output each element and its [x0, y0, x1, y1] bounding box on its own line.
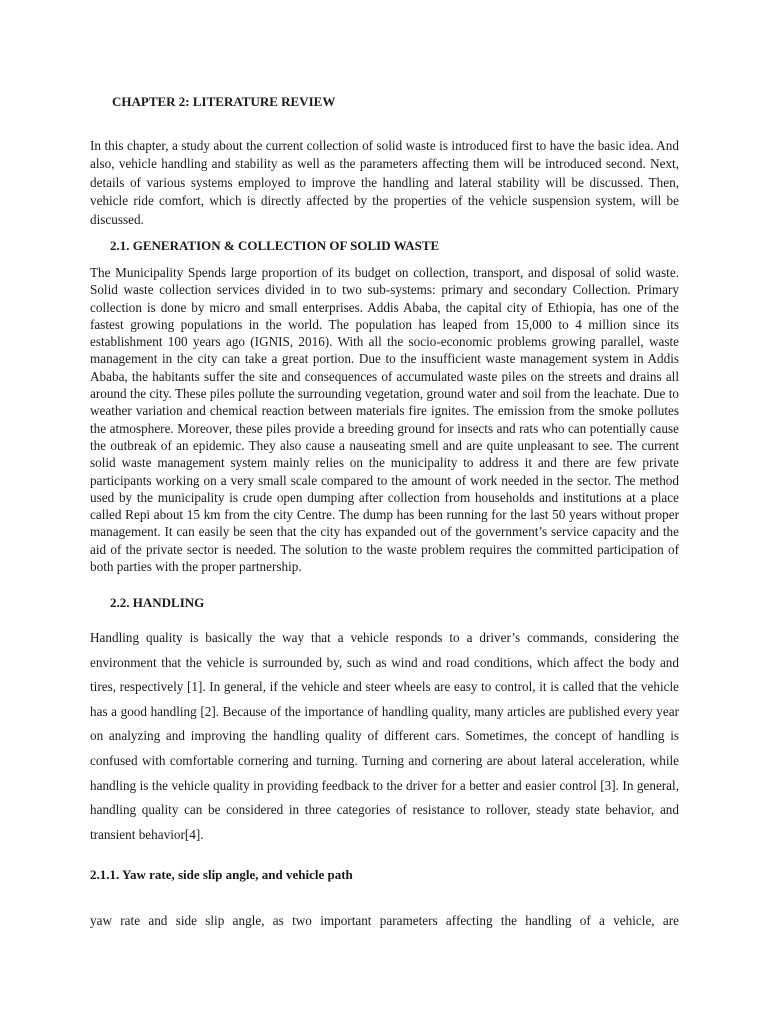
intro-paragraph: In this chapter, a study about the current collection of solid waste is introduced first to have the basic idea. And also, vehicle handling and stability as well as the parameters affecting them will be introduced second. Next, details of various systems employed to improve the handling and lateral stability will be discussed. Then, vehicle ride comfort, which is directly affected by the properties of the vehicle suspension system, will be discussed.: [90, 138, 679, 227]
chapter-title: CHAPTER 2: LITERATURE REVIEW: [112, 94, 336, 109]
section-2-1-1-heading: 2.1.1. Yaw rate, side slip angle, and vehicle path: [90, 867, 353, 882]
section-2-2-heading: 2.2. HANDLING: [110, 595, 205, 610]
section-2-1-heading: 2.1. GENERATION & COLLECTION OF SOLID WASTE: [110, 238, 440, 253]
section-2-2-paragraph: Handling quality is basically the way that a vehicle responds to a driver’s commands, considering the environment that the vehicle is surrounded by, such as wind and road conditions, which affect the body and tires, respectively [1]. In general, if the vehicle and steer wheels are easy to control, it is called that the vehicle has a good handling [2]. Because of the importance of handling quality, many articles are published every year on analyzing and improving the handling quality of different cars. Sometimes, the concept of handling is confused with comfortable cornering and turning. Turning and cornering are about lateral acceleration, while handling is the vehicle quality in providing feedback to the driver for a better and easier control [3]. In general, handling quality can be considered in three categories of resistance to rollover, steady state behavior, and transient behavior[4].: [90, 630, 679, 842]
section-2-1-paragraph: The Municipality Spends large proportion of its budget on collection, transport, and disposal of solid waste. Solid waste collection services divided in to two sub-systems: primary and secondary Collection. Primary collection is done by micro and small enterprises. Addis Ababa, the capital city of Ethiopia, has one of the fastest growing populations in the world. The population has leaped from 15,000 to 4 million since its establishment 100 years ago (IGNIS, 2016). With all the socio-economic problems growing parallel, waste management in the city can take a great portion. Due to the insufficient waste management system in Addis Ababa, the habitants suffer the site and consequences of accumulated waste piles on the streets and drains all around the city. These piles pollute the surrounding vegetation, ground water and soil from the leachate. Due to weather variation and chemical reaction between materials fire ignites. The emission from the smoke pollutes the atmosphere. Moreover, these piles provide a breeding ground for insects and rats who can potentially cause the outbreak of an epidemic. They also cause a nauseating smell and are quite unpleasant to see. The current solid waste management system mainly relies on the municipality to address it and there are few private participants working on a very small scale compared to the amount of work needed in the sector. The method used by the municipality is crude open dumping after collection from households and institutions at a place called Repi about 15 km from the city Centre. The dump has been running for the last 50 years without proper management. It can easily be seen that the city has expanded out of the government’s service capacity and the aid of the private sector is needed. The solution to the waste problem requires the committed participation of both parties with the proper partnership.: [90, 265, 679, 575]
section-2-1-1-paragraph: yaw rate and side slip angle, as two important parameters affecting the handling of a vehicle, are: [90, 913, 679, 928]
